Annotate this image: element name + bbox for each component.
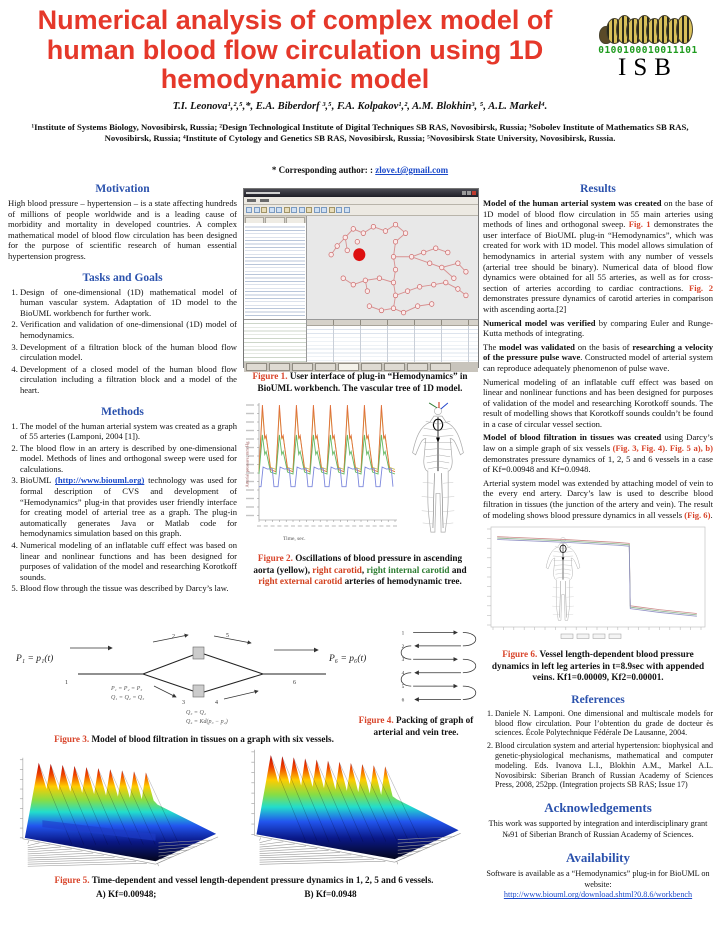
heading-availability: Availability	[565, 850, 631, 866]
figure5-caption: Figure 5. Time-dependent and vessel length-dependent pressure dynamics in 1, 2, 5 and 6 vessels.	[54, 875, 434, 885]
window-tab	[361, 363, 382, 371]
corresponding-prefix: * Corresponding author: :	[271, 165, 376, 175]
window-tab	[292, 363, 313, 371]
window-tab	[269, 363, 290, 371]
close-icon	[472, 191, 476, 195]
window-tab	[246, 363, 267, 371]
menu-item	[260, 199, 269, 202]
task-item: 4. Development of a closed model of the human blood flow circulation including a filtration block and a model of the heart.	[20, 364, 237, 396]
model-tree-panel	[244, 216, 307, 319]
window-toolbar	[244, 205, 478, 216]
fig3-vessel-number: 4	[215, 700, 218, 706]
fig4-number: 6	[401, 697, 405, 704]
window-tab	[315, 363, 336, 371]
figure5	[8, 740, 480, 899]
minimize-icon	[462, 191, 466, 195]
toolbar-icon	[306, 207, 312, 213]
heading-acknowledgements: Acknowledgements	[544, 800, 652, 816]
method-item: 4. Numerical modeling of an inflatable cuff effect was based on linear and nonlinear functions and has been designed for purposes of validation of the model and researching Korotkoff sounds.	[20, 540, 237, 582]
figure5b-surface-plot	[240, 740, 472, 872]
fig3-right-boundary-label: P₆ = p₆(t)	[329, 654, 367, 664]
method-item: 1. The model of the human arterial system was created as a graph of 55 arteries (Lamponi, 2004 [1]).	[20, 421, 237, 442]
figure2-caption: Figure 2. Oscillations of blood pressure in ascending aorta (yellow), right carotid, right internal carotid and right external carotid arteries of hemodynamic tree.	[253, 553, 467, 586]
fig3-vessel-number: 6	[293, 680, 296, 686]
menu-item	[247, 199, 256, 202]
tasks-list	[8, 287, 237, 396]
toolbar-icon	[314, 207, 320, 213]
authors-line: T.I. Leonova¹,²,⁵,*, E.A. Biberdorf ³,⁵, F.A. Kolpakov¹,², A.M. Blokhin³, ⁵, A.L. Markel⁴.	[172, 101, 548, 112]
fig4-number: 5	[401, 684, 405, 690]
task-item: 2. Verification and validation of one-dimensional (1D) model of hemodynamics.	[20, 319, 237, 340]
figure2-chart	[243, 400, 401, 534]
window-menubar	[244, 197, 478, 205]
toolbar-icon	[254, 207, 260, 213]
window-tab	[407, 363, 428, 371]
figure5a-surface-plot	[8, 750, 230, 872]
figure4-caption: Figure 4. Packing of graph of arterial and vein tree.	[358, 715, 474, 737]
inline-link[interactable]: (http://www.biouml.org)	[55, 475, 145, 486]
heading-tasks: Tasks and Goals	[82, 271, 163, 284]
corresponding-author	[0, 165, 720, 175]
window-tab	[384, 363, 405, 371]
toolbar-icon	[261, 207, 267, 213]
heading-results: Results	[580, 183, 616, 195]
figure2-vascular-body-diagram	[401, 400, 475, 548]
vascular-tree-canvas	[307, 216, 478, 319]
right-column	[483, 183, 713, 904]
figure2-xlabel: Time, sec.	[283, 536, 306, 542]
references-list	[483, 709, 713, 790]
motivation-text: High blood pressure – hypertension – is a state affecting hundreds of millions of people worldwide and is a leading cause of morbidity and mortality in developed countries. A complex mathematical model of blood flow circulation has been designed for the purpose of scientific research of human essential hypertension progress.	[8, 198, 237, 261]
task-item: 3. Development of a filtration block of the human blood flow circulation model.	[20, 342, 237, 363]
logo-isb-text: ISB	[618, 54, 678, 81]
figure4	[394, 624, 482, 713]
figure5b-sublabel: B) Kf=0.0948	[304, 888, 357, 899]
results-paragraph: Numerical modeling of an inflatable cuff effect was based on linear and nonlinear functions and has been designed for purposes of validation of the model and researching Korotkoff sounds. The result of modelling shows that Korotkoff sounds couldn’t be found in a case of circular vessel section.	[483, 376, 713, 429]
toolbar-icon	[344, 207, 350, 213]
toolbar-icon	[269, 207, 275, 213]
figure3-diagram	[8, 628, 378, 726]
fig3-vessel-number: 3	[182, 700, 185, 706]
figure1-caption: Figure 1. User interface of plug-in “Hemodynamics” in BioUML workbench. The vascular tree of 1D model.	[252, 371, 468, 393]
toolbar-icon	[329, 207, 335, 213]
table-body	[307, 326, 478, 362]
toolbar-icon	[291, 207, 297, 213]
email-link[interactable]: zlove.t@gmail.com	[375, 165, 449, 175]
availability-text: Software is available as a “Hemodynamics” plug-in for BioUML on website:	[486, 869, 710, 889]
method-item: 5. Blood flow through the tissue was described by Darcy’s law.	[20, 583, 237, 594]
poster-title: Numerical analysis of complex model of human blood flow circulation using 1D hemodynamic model	[37, 5, 553, 95]
properties-panel	[244, 320, 307, 362]
figure6-caption: Figure 6. Vessel length-dependent blood pressure dynamics in left leg arteries in t=8.9sec with appended veins. Kf1=0.00009, Kf2=0.00001.	[491, 649, 705, 683]
isb-logo	[584, 10, 712, 82]
results-paragraph: Model of blood filtration in tissues was created using Darcy’s law on a simple graph of six vessels (Fig. 3, Fig. 4). Fig. 5 a), b) demonstrates pressure dynamics of 1, 2, 5 and 6 vessels in a case of Kf=0.00948 and Kf=0.0948.	[483, 432, 714, 475]
method-item: 2. The blood flow in an artery is described by one-dimensional model. Methods of lines and orthogonal sweep were used for calculations.	[20, 443, 237, 475]
task-item: 1. Design of one-dimensional (1D) mathematical model of human vascular system. Adaptation of 1D model to the BioUML workbench for further work.	[20, 287, 237, 319]
fig4-number: 3	[401, 657, 405, 664]
toolbar-icon	[284, 207, 290, 213]
heading-methods: Methods	[101, 405, 144, 418]
figure6-pressure-plot	[483, 523, 711, 641]
method-item: 3. BioUML (http://www.biouml.org) technology was used for formal description of CVS and development of “Hemodynamics” plug-in that provides user friendly interface for creating model of arterial tree as a graph. The plug-in automatically generates Java or Matlab code for hemodynamics simulation based on this graph.	[20, 475, 237, 539]
figure2-pressure-plot	[243, 400, 401, 550]
reference-item: 2. Blood circulation system and arterial hypertension: biophysical and genetic-physiological mechanisms, mathematical and computer modeling. Eds. Ivanova L.I., Blokhin A.M., Markel A.L. Novosibirsk: Siberian Branch of Russian Academy of Sciences Press, 2008, 252pp. (Integration projects SB RAS; Issue 17)	[495, 741, 713, 790]
affiliations: ¹Institute of Systems Biology, Novosibirsk, Russia; ²Design Technological Institute of Digital Techniques SB RAS, Novosibirsk, Russia; ³Sobolev Institute of Mathematics SB RAS, Novosibirsk, Russia; ⁴Institute of Cytology and Genetics SB RAS, Novosibirsk, Russia; ⁵Novosibirsk State University, Novosibirsk, Russia.	[31, 122, 689, 143]
acknowledgements-text: This work was supported by integration and interdisciplinary grant №91 of Siberian Branch of Russian Academy of Sciences.	[488, 819, 708, 839]
fig3-vessel-number: 5	[226, 633, 229, 639]
fig3-vessel-number: 2	[172, 634, 175, 640]
toolbar-icon	[276, 207, 282, 213]
fig3-equation: Q₄ = Kd(p₃ − p₄)	[186, 719, 228, 725]
figure3	[8, 628, 380, 746]
logo-binary-text: 0100100010011101	[598, 45, 698, 56]
methods-list	[8, 421, 237, 595]
middle-column	[243, 188, 477, 588]
maximize-icon	[467, 191, 471, 195]
window-tab	[338, 363, 359, 371]
panel-tabs	[244, 216, 306, 223]
figure4-diagram	[394, 624, 482, 708]
window-titlebar	[244, 189, 478, 197]
results-paragraph: The model was validated on the basis of researching a velocity of the pressure pulse wave. Constructed model of arterial system can reproduce adequately phenomenon of pulse wave.	[483, 341, 713, 373]
heading-references: References	[571, 693, 625, 706]
data-table-panel	[307, 320, 478, 362]
reference-item: 1. Daniele N. Lamponi. One dimensional and multiscale models for blood flow circulation. Pour l’obtention du grade de docteur ès sciences. École Polytechnique Fédérale De Lausanne, 2004.	[495, 709, 713, 738]
figure2	[243, 400, 477, 550]
fig3-equation: Q₁ = Q₂ = Q₃	[111, 695, 145, 701]
fig3-equation: P₁ = P₂ = P₃	[111, 686, 143, 692]
toolbar-icon	[321, 207, 327, 213]
model-tree-list	[245, 224, 305, 318]
results-paragraph: Numerical model was verified by comparing Euler and Runge-Kutta methods of integrating.	[483, 317, 714, 339]
results-paragraph: Arterial system model was extended by attaching model of vein to the every end artery. Darcy’s law is used to describe blood filtration in tissues (the junction of the artery and vein). The result of modeling shows blood pressure dynamics in all vessels (Fig. 6).	[483, 477, 713, 520]
vascular-tree-graph	[307, 216, 478, 319]
fig4-number: 4	[401, 670, 405, 677]
figure2-ylabel: Arterial pressure, mm Hg	[244, 441, 250, 488]
caterpillar-logo-image	[584, 10, 712, 44]
toolbar-icon	[299, 207, 305, 213]
results-paragraph: Model of the human arterial system was created on the base of 1D model of blood flow circulation in 55 main arteries using methods of lines and orthogonal sweep. Fig. 1 demonstrates the user interface of BioUML plug-in “Hemodynamics”, which was created for work with 1D model. This model allows simulation of hemodynamics in arterial system with any number of vessels (arterial tree should be binary). Numerical data of blood flow dynamics were obtained for all 55 arteries, as well as for cross-section of arteries according to cardiac contractions. Fig. 2 demonstrates pressure dynamics of carotid arteries in comparison with ascending aorta.[2]	[483, 198, 714, 314]
toolbar-icon	[246, 207, 252, 213]
fig3-equation: Q₃ = Q₄	[186, 710, 206, 716]
window-tab	[430, 363, 451, 371]
figure1-biouml-screenshot	[243, 188, 479, 368]
heading-motivation: Motivation	[95, 183, 150, 195]
availability-link[interactable]: http://www.biouml.org/download.shtml?0.8.6/workbench	[503, 890, 693, 900]
fig3-left-boundary-label: P₁ = p₁(t)	[16, 654, 54, 664]
window-title-text	[246, 192, 280, 195]
fig4-number: 1	[401, 630, 405, 637]
left-column	[8, 183, 237, 595]
figure5a-sublabel: A) Kf=0.00948;	[96, 888, 157, 899]
toolbar-icon	[336, 207, 342, 213]
figure3-caption: Figure 3. Model of blood filtration in tissues on a graph with six vessels.	[54, 734, 334, 744]
fig4-number: 2	[401, 643, 405, 650]
fig3-vessel-number: 1	[65, 680, 68, 686]
figure6	[483, 523, 713, 646]
